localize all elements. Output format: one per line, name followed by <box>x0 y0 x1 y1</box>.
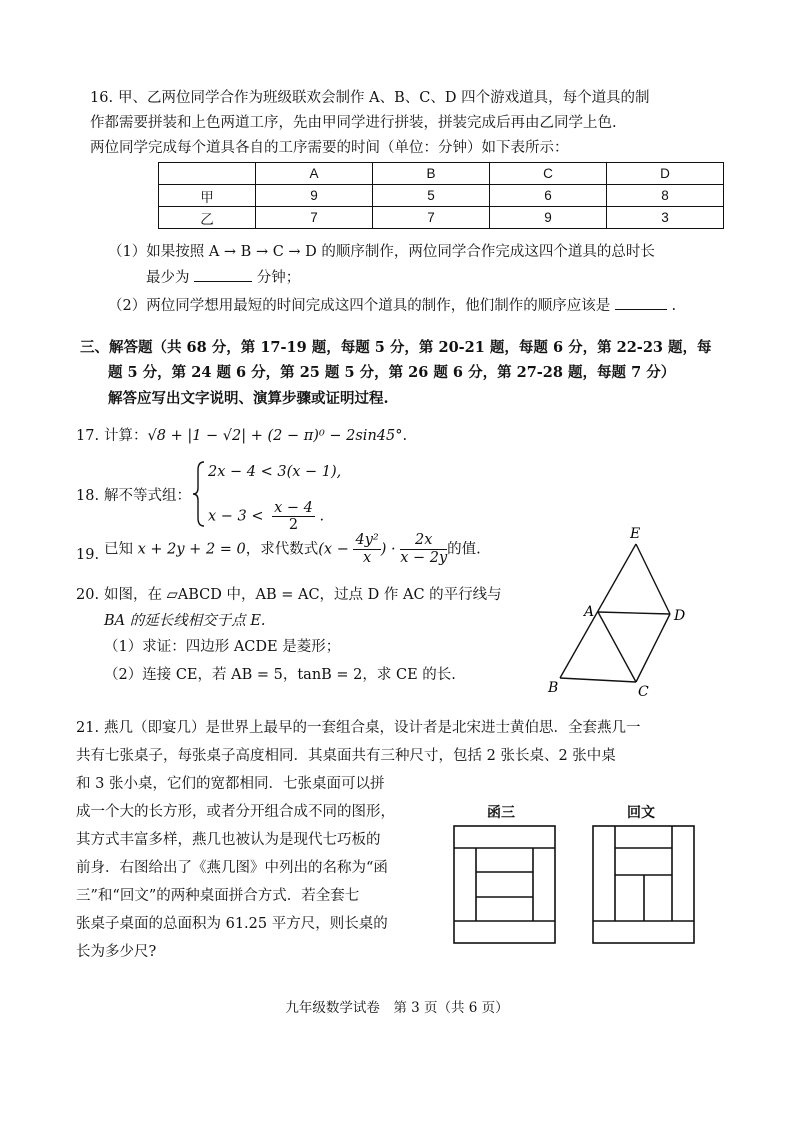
q19-tail: 的值. <box>447 541 481 558</box>
fraction-numerator: x − 4 <box>274 500 313 516</box>
page-footer: 九年级数学试卷 第 3 页（共 6 页） <box>285 1000 509 1016</box>
table-cell: 5 <box>373 185 490 207</box>
q19-condition: x + 2y + 2 = 0 <box>137 541 246 558</box>
q16-table <box>158 162 724 229</box>
table-cell: 3 <box>607 207 724 229</box>
q16-part1-line2 <box>146 268 300 288</box>
q21-line7: 三”和“回文”的两种桌面拼合方式．若全套七 <box>76 888 360 904</box>
fraction <box>400 532 447 567</box>
q16-part2-end: . <box>671 298 677 314</box>
q20-line2: BA 的延长线相交于点 E. <box>104 613 266 629</box>
point-label-c: C <box>638 684 649 700</box>
table-cell: 6 <box>490 185 607 207</box>
q16-part2-text: （2）两位同学想用最短的时间完成这四个道具的制作，他们制作的顺序应该是 <box>108 298 611 314</box>
fig-hansan-label: 函三 <box>487 805 515 821</box>
q19-body <box>104 532 481 567</box>
q21-line3: 和 3 张小桌，它们的宽都相同．七张桌面可以拼 <box>76 776 385 792</box>
q16-line2: 作都需要拼装和上色两道工序，先由甲同学进行拼装，拼装完成后再由乙同学上色. <box>90 115 617 131</box>
table-row <box>159 163 724 185</box>
q19-number: 19. <box>76 547 100 563</box>
q17-lead: 计算： <box>104 428 148 444</box>
q19-expr-a: (x − <box>318 541 349 558</box>
q16-part1-line1: （1）如果按照 A → B → C → D 的顺序制作，两位同学合作完成这四个道具的总时长 <box>108 244 655 260</box>
q20-geometry-figure <box>540 522 700 702</box>
q17-body <box>104 426 407 446</box>
table-cell: 7 <box>256 207 373 229</box>
q20-line1: 如图，在 ▱ABCD 中，AB = AC，过点 D 作 AC 的平行线与 <box>104 587 502 603</box>
fraction <box>353 532 380 567</box>
q21-line5: 其方式丰富多样，燕几也被认为是现代七巧板的 <box>76 832 381 848</box>
table-row <box>159 207 724 229</box>
section-title-line2: 题 5 分，第 24 题 6 分，第 25 题 5 分，第 26 题 6 分，第 27-28 题，每题 7 分） <box>108 364 676 381</box>
fraction-numerator: 4y² <box>355 532 379 548</box>
answer-blank[interactable] <box>194 281 252 282</box>
q18-ineq2-left: x − 3 < <box>208 508 264 525</box>
q17-expression: √8 + |1 − √2| + (2 − π)⁰ − 2sin45° <box>147 428 403 444</box>
q21-line4: 成一个大的长方形，或者分开组合成不同的图形， <box>76 804 395 820</box>
q21-line8: 张桌子桌面的总面积为 61.25 平方尺，则长桌的 <box>76 916 388 932</box>
q17-end: . <box>402 428 408 444</box>
q19-lead: 已知 <box>104 541 133 558</box>
brace-icon <box>192 460 206 528</box>
fraction-numerator: 2x <box>400 532 447 550</box>
section-title-line1: 三、解答题（共 68 分，第 17-19 题，每题 5 分，第 20-21 题，每题 6 分，第 22-23 题，每 <box>80 339 712 356</box>
q16-part1-unit: 分钟； <box>256 270 301 286</box>
q18-inequality2 <box>208 500 324 533</box>
table-cell <box>159 163 256 185</box>
q20-part2: （2）连接 CE，若 AB = 5，tanB = 2，求 CE 的长. <box>104 667 456 683</box>
q21-line2: 共有七张桌子，每张桌子高度相同．其桌面共有三种尺寸，包括 2 张长桌、2 张中桌 <box>76 748 616 764</box>
table-cell: 9 <box>490 207 607 229</box>
q18-lead: 解不等式组： <box>104 488 191 504</box>
fig-hansan-diagram <box>453 825 557 945</box>
section-title-line3: 解答应写出文字说明、演算步骤或证明过程. <box>108 390 389 407</box>
table-cell: 8 <box>607 185 724 207</box>
table-cell: A <box>256 163 373 185</box>
table-cell: 7 <box>373 207 490 229</box>
fraction-denominator: x − 2y <box>400 550 448 566</box>
table-cell: 乙 <box>159 207 256 229</box>
q18-inequality1: 2x − 4 < 3(x − 1), <box>208 464 342 480</box>
q16-part2 <box>108 296 676 316</box>
table-cell: C <box>490 163 607 185</box>
q17-number: 17. <box>76 428 100 444</box>
q20-part1: （1）求证：四边形 ACDE 是菱形； <box>104 639 341 655</box>
table-cell: 9 <box>256 185 373 207</box>
fraction-denominator: x <box>362 550 372 566</box>
point-label-a: A <box>584 604 595 620</box>
q18-number: 18. <box>76 488 100 504</box>
q18-ineq2-end: . <box>319 508 325 525</box>
table-cell: 甲 <box>159 185 256 207</box>
table-cell: B <box>373 163 490 185</box>
q19-expr-b: ) · <box>380 541 396 558</box>
q16-line3: 两位同学完成每个道具各自的工序需要的时间（单位：分钟）如下表所示： <box>90 140 569 156</box>
q21-line1: 燕几（即宴几）是世界上最早的一套组合桌，设计者是北宋进士黄伯思．全套燕几一 <box>104 720 641 736</box>
q20-number: 20. <box>76 587 100 603</box>
q21-number: 21. <box>76 720 100 736</box>
point-label-d: D <box>674 608 686 624</box>
q21-line9: 长为多少尺? <box>76 944 157 960</box>
fig-huiwen-diagram <box>592 825 696 945</box>
table-row <box>159 185 724 207</box>
fig-huiwen-label: 回文 <box>627 805 655 821</box>
fraction-denominator: 2 <box>288 517 299 533</box>
q19-mid: ，求代数式 <box>245 541 319 558</box>
point-label-e: E <box>630 526 641 542</box>
answer-blank[interactable] <box>615 309 667 310</box>
table-cell: D <box>607 163 724 185</box>
point-label-b: B <box>548 680 559 696</box>
q21-line6: 前身．右图给出了《燕几图》中列出的名称为“函 <box>76 860 388 876</box>
q16-part1-text: 最少为 <box>146 270 190 286</box>
q16-number: 16. <box>90 90 114 106</box>
fraction <box>272 500 315 533</box>
q16-line1: 甲、乙两位同学合作为班级联欢会制作 A、B、C、D 四个游戏道具，每个道具的制 <box>118 90 650 106</box>
